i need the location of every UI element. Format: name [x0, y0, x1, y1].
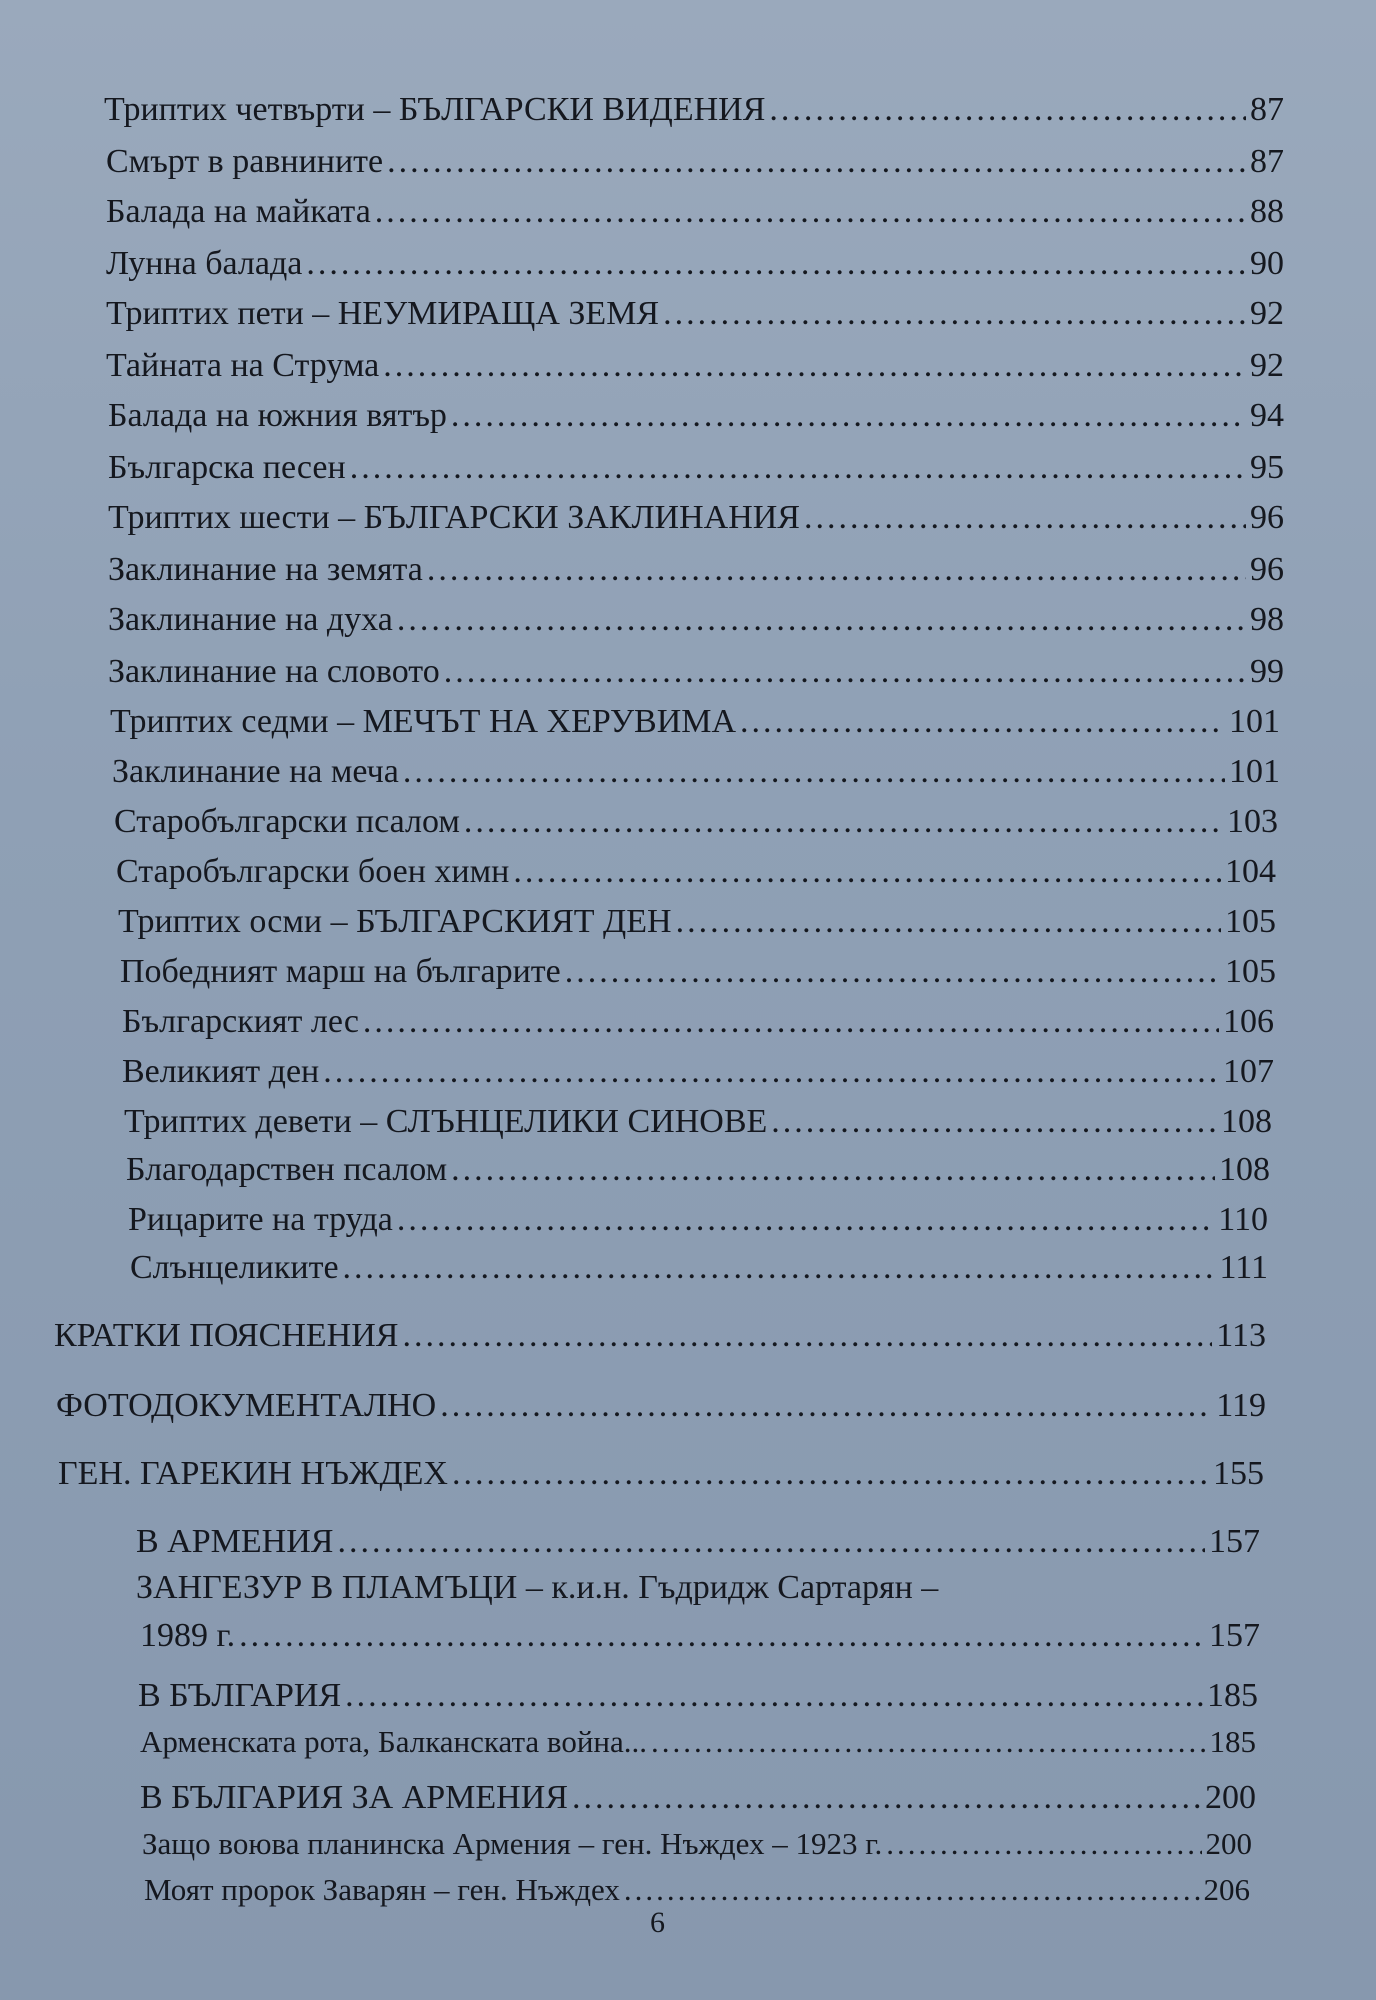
toc-entry [140, 1616, 1260, 1656]
toc-entry-title: Старобългарски боен химн [116, 853, 510, 890]
toc-entry-page: 105 [1225, 903, 1276, 940]
toc-entry [110, 702, 1280, 742]
dot-leader [440, 1386, 1212, 1426]
toc-entry-title: 1989 г. [140, 1617, 236, 1654]
dot-leader [464, 802, 1223, 842]
toc-entry-page: 101 [1229, 753, 1280, 790]
toc-entry-title: Слънцеликите [130, 1249, 339, 1286]
dot-leader [397, 1200, 1214, 1240]
toc-subsection [136, 1522, 1260, 1562]
dot-leader [886, 1824, 1201, 1864]
toc-entry-title: Триптих осми – БЪЛГАРСКИЯТ ДЕН [118, 903, 672, 940]
toc-subsection [138, 1676, 1258, 1716]
dot-leader [740, 702, 1225, 742]
toc-entry-title: Лунна балада [106, 245, 303, 282]
toc-entry-page: 104 [1225, 853, 1276, 890]
toc-entry-page: 111 [1219, 1249, 1268, 1286]
toc-entry-title: Тайната на Струма [106, 347, 380, 384]
toc-entry-page: 107 [1223, 1053, 1274, 1090]
toc-entry-page: 103 [1227, 803, 1278, 840]
toc-entry [130, 1248, 1268, 1288]
toc-entry-page: 101 [1229, 703, 1280, 740]
toc-entry-title: Балада на майката [106, 193, 371, 230]
dot-leader [804, 498, 1246, 538]
dot-leader [375, 192, 1246, 232]
toc-entry [140, 1722, 1256, 1762]
toc-entry [128, 1200, 1268, 1240]
toc-subsection-title: В БЪЛГАРИЯ ЗА АРМЕНИЯ [140, 1779, 568, 1816]
toc-section-title: ГЕН. ГАРЕКИН НЪЖДЕХ [58, 1455, 448, 1492]
toc-entry-page: 96 [1250, 499, 1284, 536]
toc-entry-title-line1: ЗАНГЕЗУР В ПЛАМЪЦИ – к.и.н. Гъдридж Сартарян – [136, 1569, 939, 1606]
dot-leader [343, 1248, 1216, 1288]
toc-entry-page: 99 [1250, 653, 1284, 690]
dot-leader [427, 550, 1246, 590]
toc-entry-page: 95 [1250, 449, 1284, 486]
dot-leader [663, 294, 1246, 334]
toc-subsection-title: В БЪЛГАРИЯ [138, 1677, 342, 1714]
toc-entry-page: 185 [1209, 1724, 1256, 1759]
toc-entry-title: Победният марш на българите [120, 953, 561, 990]
toc-entry [114, 802, 1278, 842]
dot-leader [451, 396, 1246, 436]
toc-entry-title: Благодарствен псалом [126, 1151, 448, 1188]
toc-entry [108, 600, 1284, 640]
toc-entry-title: Триптих шести – БЪЛГАРСКИ ЗАКЛИНАНИЯ [108, 499, 800, 536]
toc-entry [108, 498, 1284, 538]
toc-entry-page: 92 [1250, 347, 1284, 384]
dot-leader [676, 902, 1221, 942]
toc-entry-page: 113 [1216, 1317, 1266, 1354]
toc-entry-title: Арменската рота, Балканската война... [140, 1724, 648, 1759]
toc-section [54, 1316, 1266, 1356]
dot-leader [363, 1002, 1219, 1042]
dot-leader [403, 752, 1225, 792]
dot-leader [323, 1052, 1219, 1092]
toc-entry-page: 87 [1250, 143, 1284, 180]
dot-leader [397, 600, 1246, 640]
toc-entry-title: Българска песен [108, 449, 346, 486]
toc-entry-page: 88 [1250, 193, 1284, 230]
toc-entry-title: Старобългарски псалом [114, 803, 460, 840]
toc-entry-title: Триптих седми – МЕЧЪТ НА ХЕРУВИМА [110, 703, 737, 740]
toc-entry-title: Триптих четвърти – БЪЛГАРСКИ ВИДЕНИЯ [104, 91, 766, 128]
toc-entry-title: Българският лес [122, 1003, 359, 1040]
dot-leader [452, 1454, 1209, 1494]
toc-entry-title: Заклинание на духа [108, 601, 393, 638]
toc-entry-title: Моят пророк Заварян – ген. Нъждех [144, 1872, 620, 1907]
toc-entry-page: 185 [1207, 1677, 1258, 1714]
toc-entry [118, 902, 1276, 942]
dot-leader [387, 142, 1246, 182]
toc-entry [108, 550, 1284, 590]
toc-entry-page: 94 [1250, 397, 1284, 434]
dot-leader [345, 1676, 1203, 1716]
toc-entry-page: 98 [1250, 601, 1284, 638]
toc-entry [106, 294, 1284, 334]
toc-entry-title: Смърт в равнините [106, 143, 384, 180]
toc-entry [106, 192, 1284, 232]
dot-leader [306, 244, 1246, 284]
toc-entry-page: 106 [1223, 1003, 1274, 1040]
toc-entry-title: Балада на южния вятър [108, 397, 447, 434]
toc-subsection [140, 1778, 1256, 1818]
toc-entry [144, 1870, 1250, 1910]
toc-entry-title: Заклинание на словото [108, 653, 440, 690]
toc-entry-page: 119 [1216, 1387, 1266, 1424]
toc-entry [106, 244, 1284, 284]
dot-leader [239, 1616, 1205, 1656]
toc-entry [142, 1824, 1252, 1864]
toc-section-title: ФОТОДОКУМЕНТАЛНО [56, 1387, 437, 1424]
toc-entry-title: Заклинание на земята [108, 551, 423, 588]
toc-entry-page: 200 [1205, 1826, 1252, 1861]
toc-entry-title: Защо воюва планинска Армения – ген. Нъждех – 1923 г. [142, 1826, 883, 1861]
toc-entry-title: Рицарите на труда [128, 1201, 393, 1238]
toc-entry-page: 87 [1250, 91, 1284, 128]
toc-entry [104, 90, 1284, 130]
toc-entry-title: Триптих девети – СЛЪНЦЕЛИКИ СИНОВЕ [124, 1103, 768, 1140]
toc-entry [106, 142, 1284, 182]
dot-leader [451, 1150, 1215, 1190]
toc-entry [116, 852, 1276, 892]
toc-entry-page: 108 [1221, 1103, 1272, 1140]
toc-entry [122, 1052, 1274, 1092]
dot-leader [513, 852, 1221, 892]
dot-leader [444, 652, 1246, 692]
toc-entry-page: 157 [1209, 1617, 1260, 1654]
dot-leader [337, 1522, 1205, 1562]
page-number: 6 [650, 1906, 665, 1939]
toc-section [58, 1454, 1264, 1494]
dot-leader [572, 1778, 1201, 1818]
toc-entry-page: 92 [1250, 295, 1284, 332]
toc-entry [108, 652, 1284, 692]
dot-leader [624, 1870, 1200, 1910]
dot-leader [651, 1722, 1205, 1762]
toc-entry-title: Заклинание на меча [112, 753, 399, 790]
toc-entry-title: Триптих пети – НЕУМИРАЩА ЗЕМЯ [106, 295, 660, 332]
toc-entry [108, 396, 1284, 436]
toc-entry [108, 448, 1284, 488]
toc-entry [126, 1150, 1270, 1190]
dot-leader [771, 1102, 1217, 1142]
toc-entry [112, 752, 1280, 792]
toc-entry-page: 90 [1250, 245, 1284, 282]
toc-section-title: КРАТКИ ПОЯСНЕНИЯ [54, 1317, 399, 1354]
toc-entry-page: 96 [1250, 551, 1284, 588]
dot-leader [402, 1316, 1212, 1356]
toc-section [56, 1386, 1266, 1426]
dot-leader [350, 448, 1246, 488]
toc-entry [122, 1002, 1274, 1042]
toc-entry-page: 108 [1219, 1151, 1270, 1188]
dot-leader [565, 952, 1221, 992]
dot-leader [383, 346, 1246, 386]
toc-entry [120, 952, 1276, 992]
toc-entry-page: 157 [1209, 1523, 1260, 1560]
toc-entry [124, 1102, 1272, 1142]
toc-entry-page: 105 [1225, 953, 1276, 990]
toc-entry-page: 206 [1203, 1872, 1250, 1907]
toc-entry-page: 110 [1218, 1201, 1268, 1238]
dot-leader [769, 90, 1246, 130]
toc-subsection-title: В АРМЕНИЯ [136, 1523, 334, 1560]
toc-entry [106, 346, 1284, 386]
toc-entry-title: Великият ден [122, 1053, 320, 1090]
toc-entry-page: 200 [1205, 1779, 1256, 1816]
toc-entry-page: 155 [1213, 1455, 1264, 1492]
